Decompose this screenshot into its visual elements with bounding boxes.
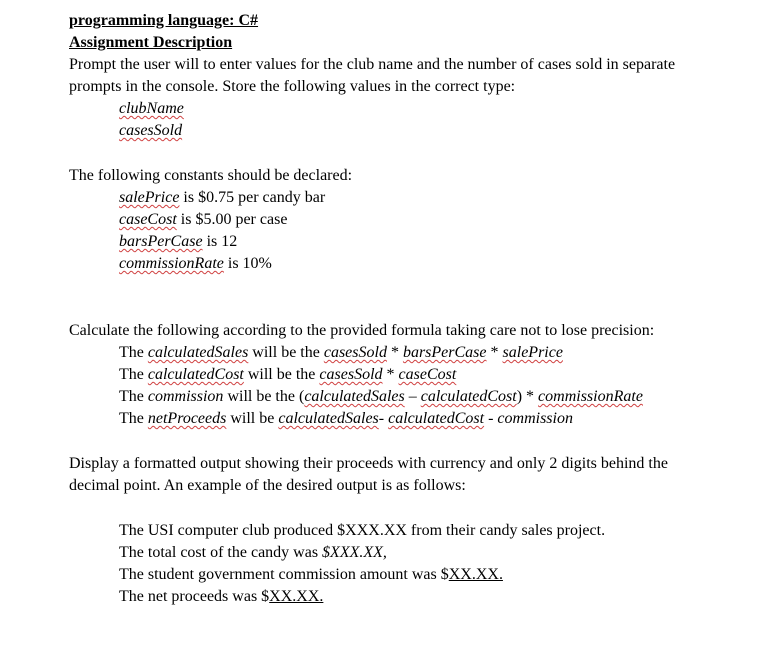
var-club-name (69, 98, 769, 120)
formula-var: calculatedSales (304, 388, 405, 405)
formula-text: will be the ( (223, 388, 305, 405)
example-output-2 (69, 542, 769, 564)
var-name: casesSold (119, 122, 183, 139)
calc-heading: Calculate the following according to the provided formula taking care not to lose precision: (69, 322, 655, 339)
example-text: The student government commission amount was $ (119, 566, 449, 583)
constant-name: commissionRate (119, 255, 224, 272)
example-text: The total cost of the candy was (119, 544, 323, 561)
formula-text: The (119, 388, 148, 405)
formula-calculated-sales (69, 342, 769, 364)
section-title: Assignment Description (69, 34, 233, 51)
constants-heading: The following constants should be declared: (69, 167, 353, 184)
formula-var: barsPerCase (402, 344, 487, 361)
intro-line-1: Prompt the user will to enter values for the club name and the number of cases sold in separate (69, 56, 676, 73)
formula-text: * (382, 366, 399, 383)
display-line-1: Display a formatted output showing their proceeds with currency and only 2 digits behind the (69, 455, 668, 472)
formula-text: The (119, 344, 148, 361)
document (69, 10, 769, 608)
constant-item (69, 231, 769, 253)
var-name: clubName (119, 100, 184, 117)
formula-var: calculatedCost (147, 366, 244, 383)
constant-name: barsPerCase (119, 233, 203, 250)
constant-desc: is $5.00 per case (176, 211, 288, 228)
var-cases-sold (69, 120, 769, 142)
constant-desc: is 12 (202, 233, 238, 250)
example-value: XX.XX. (448, 566, 503, 583)
language-line: programming language: C# (69, 12, 259, 29)
formula-var: caseCost (398, 366, 457, 383)
example-text: The net proceeds was $ (119, 588, 270, 605)
example-output-1 (69, 520, 769, 542)
formula-text: The (119, 410, 148, 427)
formula-var: commission (497, 410, 573, 427)
intro-line-2: prompts in the console. Store the following values in the correct type: (69, 78, 516, 95)
example-text: The USI computer club produced $XXX.XX from their candy sales project. (119, 522, 606, 539)
formula-text: - (484, 410, 498, 427)
formula-var: commission (147, 388, 224, 405)
formula-calculated-cost (69, 364, 769, 386)
formula-text: * (386, 344, 403, 361)
formula-text: will be the (248, 344, 324, 361)
constant-name: salePrice (119, 189, 180, 206)
display-line-2: decimal point. An example of the desired output is as follows: (69, 477, 466, 494)
formula-var: calculatedCost (420, 388, 517, 405)
formula-var: casesSold (319, 366, 383, 383)
formula-text: will be (226, 410, 279, 427)
formula-text: ) * (516, 388, 539, 405)
formula-text: - (378, 410, 389, 427)
formula-var: commissionRate (538, 388, 643, 405)
example-value: XX.XX. (269, 588, 324, 605)
constant-item (69, 209, 769, 231)
formula-text: * (486, 344, 503, 361)
constant-desc: is $0.75 per candy bar (179, 189, 326, 206)
formula-var: casesSold (323, 344, 387, 361)
formula-var: calculatedSales (147, 344, 249, 361)
formula-net-proceeds (69, 408, 769, 430)
formula-commission (69, 386, 769, 408)
formula-var: netProceeds (147, 410, 227, 427)
formula-var: salePrice (502, 344, 563, 361)
formula-text: – (404, 388, 421, 405)
formula-var: calculatedCost (388, 410, 485, 427)
constant-item (69, 253, 769, 275)
formula-text: will be the (243, 366, 320, 383)
example-output-4 (69, 586, 769, 608)
constant-name: caseCost (119, 211, 177, 228)
formula-text: The (119, 366, 148, 383)
formula-var: calculatedSales (278, 410, 379, 427)
example-output-3 (69, 564, 769, 586)
constant-desc: is 10% (223, 255, 272, 272)
example-value: $XXX.XX, (322, 544, 387, 561)
constant-item (69, 187, 769, 209)
